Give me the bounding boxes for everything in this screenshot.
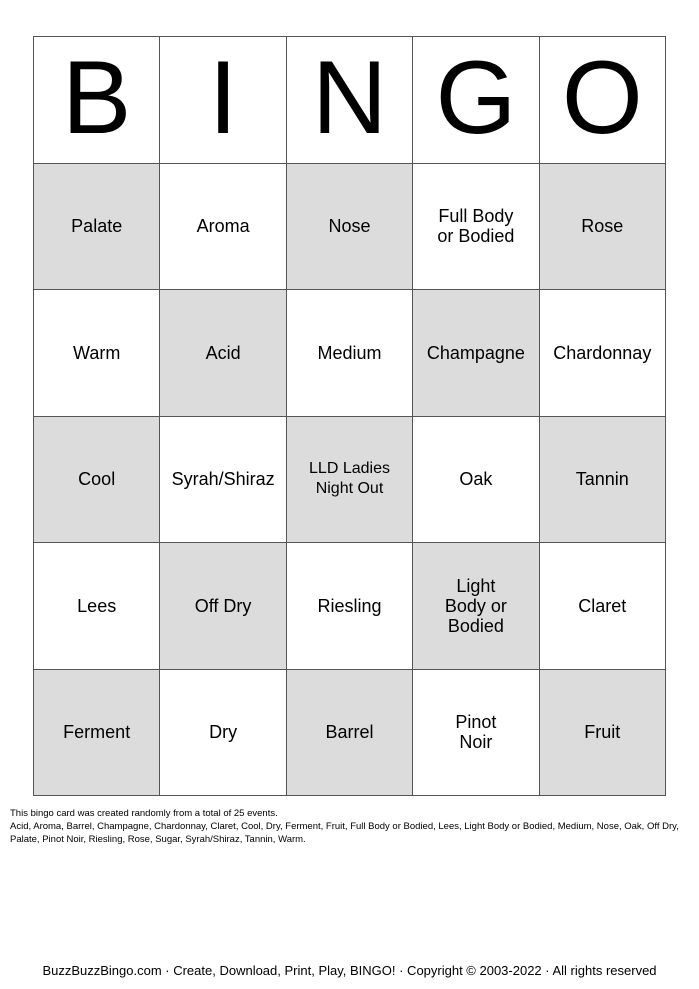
bingo-cell: Lees <box>34 543 160 670</box>
bingo-cell: Claret <box>540 543 666 670</box>
bingo-cell: Medium <box>287 290 413 417</box>
bingo-cell: Aroma <box>160 164 286 291</box>
bingo-cell: Off Dry <box>160 543 286 670</box>
bingo-cell: Riesling <box>287 543 413 670</box>
bingo-cell: Syrah/Shiraz <box>160 417 286 544</box>
bingo-cell: LLD Ladies Night Out <box>287 417 413 544</box>
header-letter-i: I <box>160 37 286 164</box>
bingo-cell: Chardonnay <box>540 290 666 417</box>
bingo-cell: Full Body or Bodied <box>413 164 539 291</box>
bingo-cell: Cool <box>34 417 160 544</box>
bingo-cell: Pinot Noir <box>413 670 539 797</box>
header-letter-g: G <box>413 37 539 164</box>
info-summary: This bingo card was created randomly from a total of 25 events. <box>10 808 278 819</box>
bingo-cell: Palate <box>34 164 160 291</box>
card-info <box>10 807 685 846</box>
bingo-cell: Warm <box>34 290 160 417</box>
bingo-cell: Nose <box>287 164 413 291</box>
footer-copyright: BuzzBuzzBingo.com · Create, Download, Print, Play, BINGO! · Copyright © 2003-2022 · All rights reserved <box>42 963 657 978</box>
bingo-card <box>33 36 666 796</box>
header-letter-b: B <box>34 37 160 164</box>
bingo-cell: Ferment <box>34 670 160 797</box>
header-letter-o: O <box>540 37 666 164</box>
header-letter-n: N <box>287 37 413 164</box>
info-event-list: Acid, Aroma, Barrel, Champagne, Chardonnay, Claret, Cool, Dry, Ferment, Fruit, Full Body or Bodied, Lees, Light Body or Bodied, Medium, Nose, Oak, Off Dry, Palate, Pinot Noir, Riesling, Rose, Sugar, Syrah/Shiraz, Tannin, Warm. <box>10 821 679 845</box>
bingo-cell: Dry <box>160 670 286 797</box>
bingo-cell: Light Body or Bodied <box>413 543 539 670</box>
bingo-cell: Acid <box>160 290 286 417</box>
bingo-cell: Fruit <box>540 670 666 797</box>
bingo-cell: Barrel <box>287 670 413 797</box>
bingo-cell: Oak <box>413 417 539 544</box>
bingo-cell: Tannin <box>540 417 666 544</box>
bingo-cell: Champagne <box>413 290 539 417</box>
bingo-cell: Rose <box>540 164 666 291</box>
